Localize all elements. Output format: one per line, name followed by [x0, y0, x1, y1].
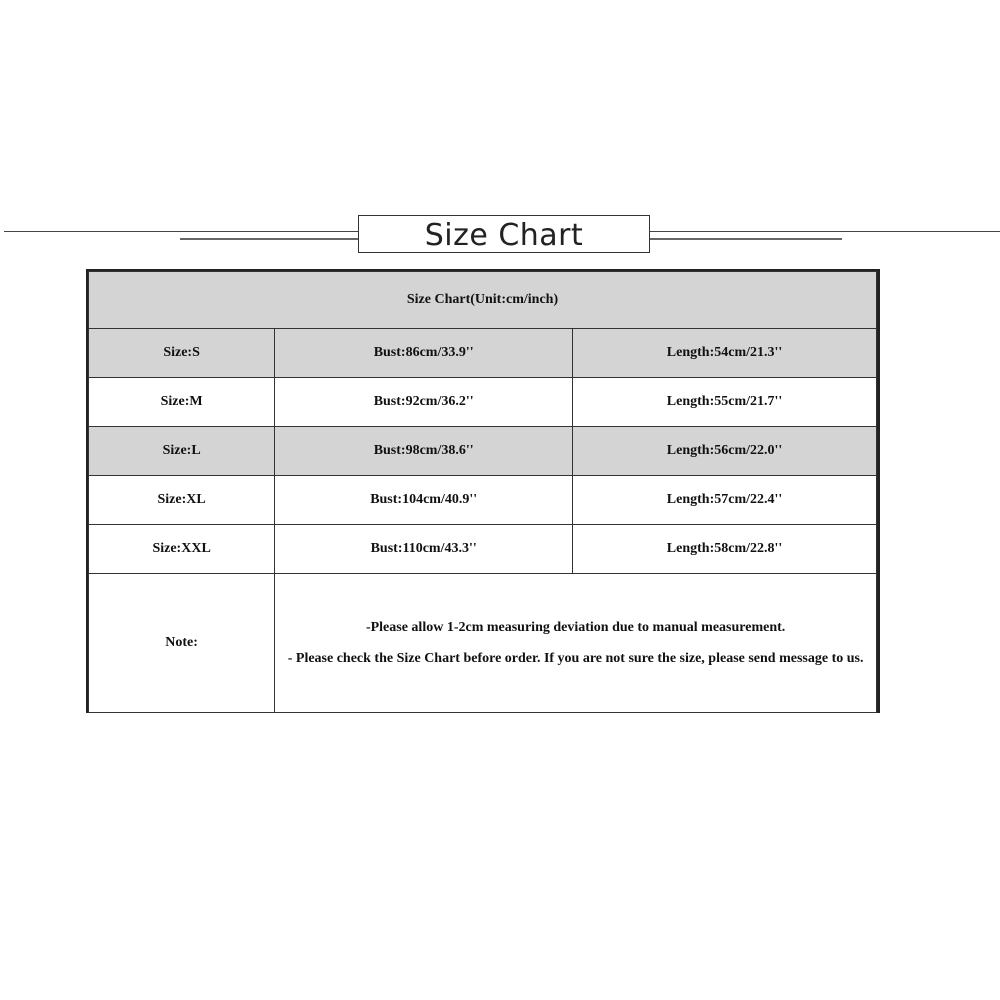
bust-cell: Bust:86cm/33.9'': [275, 329, 573, 378]
note-content: [275, 574, 877, 713]
note-line: - Please check the Size Chart before order. If you are not sure the size, please send message to us.: [287, 650, 864, 666]
table-row: [89, 378, 877, 427]
note-row: [89, 574, 877, 713]
table-row: [89, 525, 877, 574]
length-cell: Length:58cm/22.8'': [573, 525, 877, 574]
size-cell: Size:XXL: [89, 525, 275, 574]
length-cell: Length:56cm/22.0'': [573, 427, 877, 476]
size-cell: Size:L: [89, 427, 275, 476]
bust-cell: Bust:104cm/40.9'': [275, 476, 573, 525]
bust-cell: Bust:98cm/38.6'': [275, 427, 573, 476]
header-title-box: [358, 215, 650, 253]
table-row: [89, 329, 877, 378]
table-caption: Size Chart(Unit:cm/inch): [89, 272, 877, 329]
header-rule-left: [4, 231, 358, 232]
note-label: Note:: [89, 574, 275, 713]
note-line: -Please allow 1-2cm measuring deviation due to manual measurement.: [365, 619, 786, 635]
header-rule-left-inner: [180, 238, 358, 240]
bust-cell: Bust:92cm/36.2'': [275, 378, 573, 427]
bust-cell: Bust:110cm/43.3'': [275, 525, 573, 574]
header-rule-right-inner: [650, 238, 842, 240]
size-cell: Size:M: [89, 378, 275, 427]
page-title: Size Chart: [424, 218, 584, 253]
table-caption-row: [89, 272, 877, 329]
size-chart-table: [86, 269, 880, 713]
header-rule-right: [650, 231, 1000, 232]
size-cell: Size:XL: [89, 476, 275, 525]
size-cell: Size:S: [89, 329, 275, 378]
length-cell: Length:57cm/22.4'': [573, 476, 877, 525]
length-cell: Length:55cm/21.7'': [573, 378, 877, 427]
length-cell: Length:54cm/21.3'': [573, 329, 877, 378]
table-row: [89, 427, 877, 476]
table-row: [89, 476, 877, 525]
